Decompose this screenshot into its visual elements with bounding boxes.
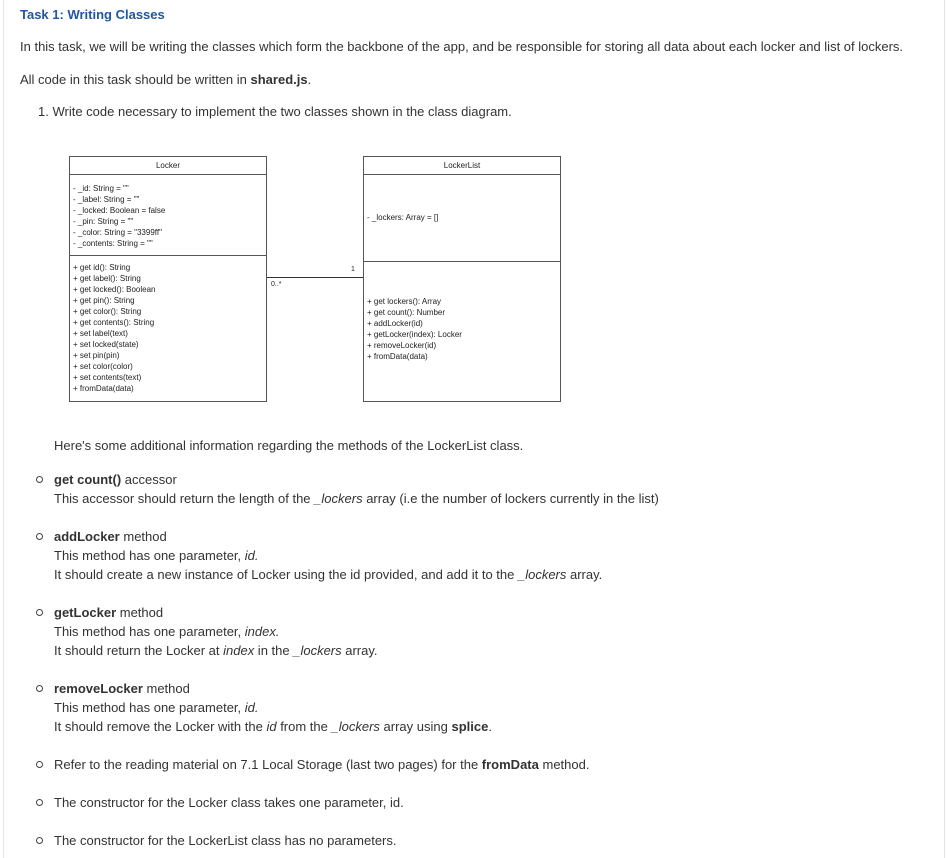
param-name: id (266, 719, 277, 734)
note-text: It should create a new instance of Locker using the id provided, and add it to the (54, 567, 518, 582)
lockerlist-method: + getLocker(index): Locker (367, 330, 462, 339)
locker-method: + get locked(): Boolean (73, 285, 156, 294)
note-text: . (488, 719, 492, 734)
note-text: from the (276, 719, 332, 734)
file-name: shared.js (250, 72, 308, 87)
method-name: addLocker (54, 529, 120, 544)
var-name: _lockers (331, 719, 380, 734)
locker-attribute: - _id: String = "" (73, 184, 129, 193)
param-name: id. (244, 548, 259, 563)
locker-method: + set label(text) (73, 329, 128, 338)
note-text: array. (341, 643, 378, 658)
method-name: getLocker (54, 605, 117, 620)
lockerlist-methods (364, 262, 560, 362)
locker-method: + set color(color) (73, 362, 133, 371)
multiplicity-one: 1 (351, 266, 355, 273)
note-text: This method has one parameter, (54, 548, 245, 563)
bullet-icon (36, 799, 43, 806)
bullet-icon (36, 533, 43, 540)
note-text: It should remove the Locker with the (54, 719, 267, 734)
param-name: index (223, 643, 255, 658)
note-text: array. (566, 567, 603, 582)
step-1-instruction: 1. Write code necessary to implement the two classes shown in the class diagram. (38, 104, 512, 119)
locker-attribute: - _contents: String = "" (73, 239, 153, 248)
locker-method: + fromData(data) (73, 384, 134, 393)
locker-method: + get pin(): String (73, 296, 135, 305)
all-code-text: All code in this task should be written in (20, 72, 251, 87)
method-name: fromData (481, 757, 539, 772)
locker-method: + get id(): String (73, 263, 131, 272)
bullet-icon (36, 476, 43, 483)
method-kind: method (142, 681, 190, 696)
multiplicity-many: 0..* (271, 281, 282, 288)
locker-class-box (69, 156, 267, 402)
additional-info: Here's some additional information regarding the methods of the LockerList class. (54, 438, 524, 453)
intro-paragraph: In this task, we will be writing the classes which form the backbone of the app, and be responsible for storing all data about each locker and list of lockers. (20, 39, 904, 54)
locker-method: + get contents(): String (73, 318, 155, 327)
list-item (36, 470, 659, 508)
bullet-icon (36, 761, 43, 768)
bullet-icon (36, 837, 43, 844)
lockerlist-method: + removeLocker(id) (367, 341, 437, 350)
lockerlist-method: + addLocker(id) (367, 319, 423, 328)
param-name: id. (244, 700, 259, 715)
lockerlist-attributes (364, 175, 560, 262)
locker-method: + set locked(state) (73, 340, 139, 349)
bullet-icon (36, 685, 43, 692)
all-code-paragraph (20, 72, 311, 87)
list-item (36, 755, 589, 774)
note-text: Refer to the reading material on 7.1 Local Storage (last two pages) for the (54, 757, 482, 772)
method-kind: method (116, 605, 164, 620)
var-name: _lockers (314, 491, 363, 506)
note-text: array using (379, 719, 452, 734)
method-name: get count() (54, 472, 122, 487)
lockerlist-method: + get lockers(): Array (367, 297, 442, 306)
list-item (36, 679, 492, 736)
note-text: This accessor should return the length of the (54, 491, 315, 506)
locker-method: + get color(): String (73, 307, 142, 316)
note-text: It should return the Locker at (54, 643, 224, 658)
lockerlist-attribute: - _lockers: Array = [] (367, 213, 439, 222)
lockerlist-method: + get count(): Number (367, 308, 446, 317)
note-text: in the (254, 643, 294, 658)
method-kind: method (119, 529, 167, 544)
lockerlist-class-box (363, 156, 561, 402)
class-diagram (57, 146, 571, 414)
function-name: splice (451, 719, 489, 734)
locker-attribute: - _label: String = "" (73, 195, 140, 204)
method-name: removeLocker (54, 681, 143, 696)
all-code-suffix: . (307, 72, 312, 87)
lockerlist-method: + fromData(data) (367, 352, 428, 361)
list-item (36, 527, 602, 584)
list-item (36, 793, 404, 812)
method-kind: accessor (121, 472, 177, 487)
bullet-icon (36, 609, 43, 616)
var-name: _lockers (517, 567, 567, 582)
locker-method: + get label(): String (73, 274, 141, 283)
note-text: array (i.e the number of lockers currently in the list) (362, 491, 659, 506)
association-line (267, 277, 363, 278)
note-text: This method has one parameter, (54, 624, 245, 639)
note-text: method. (538, 757, 590, 772)
lockerlist-class-name: LockerList (364, 157, 560, 175)
list-item (36, 831, 397, 850)
param-name: index. (244, 624, 280, 639)
locker-attribute: - _locked: Boolean = false (73, 206, 166, 215)
note-text: This method has one parameter, (54, 700, 245, 715)
locker-attribute: - _pin: String = "" (73, 217, 134, 226)
locker-attributes (70, 175, 266, 256)
note-text: The constructor for the LockerList class has no parameters. (54, 833, 397, 848)
locker-methods (70, 256, 266, 394)
note-text: The constructor for the Locker class takes one parameter, id. (54, 795, 404, 810)
var-name: _lockers (293, 643, 342, 658)
list-item (36, 603, 378, 660)
locker-class-name: Locker (70, 157, 266, 175)
locker-method: + set contents(text) (73, 373, 142, 382)
task-title: Task 1: Writing Classes (20, 7, 165, 22)
locker-attribute: - _color: String = "3399ff" (73, 228, 162, 237)
locker-method: + set pin(pin) (73, 351, 120, 360)
